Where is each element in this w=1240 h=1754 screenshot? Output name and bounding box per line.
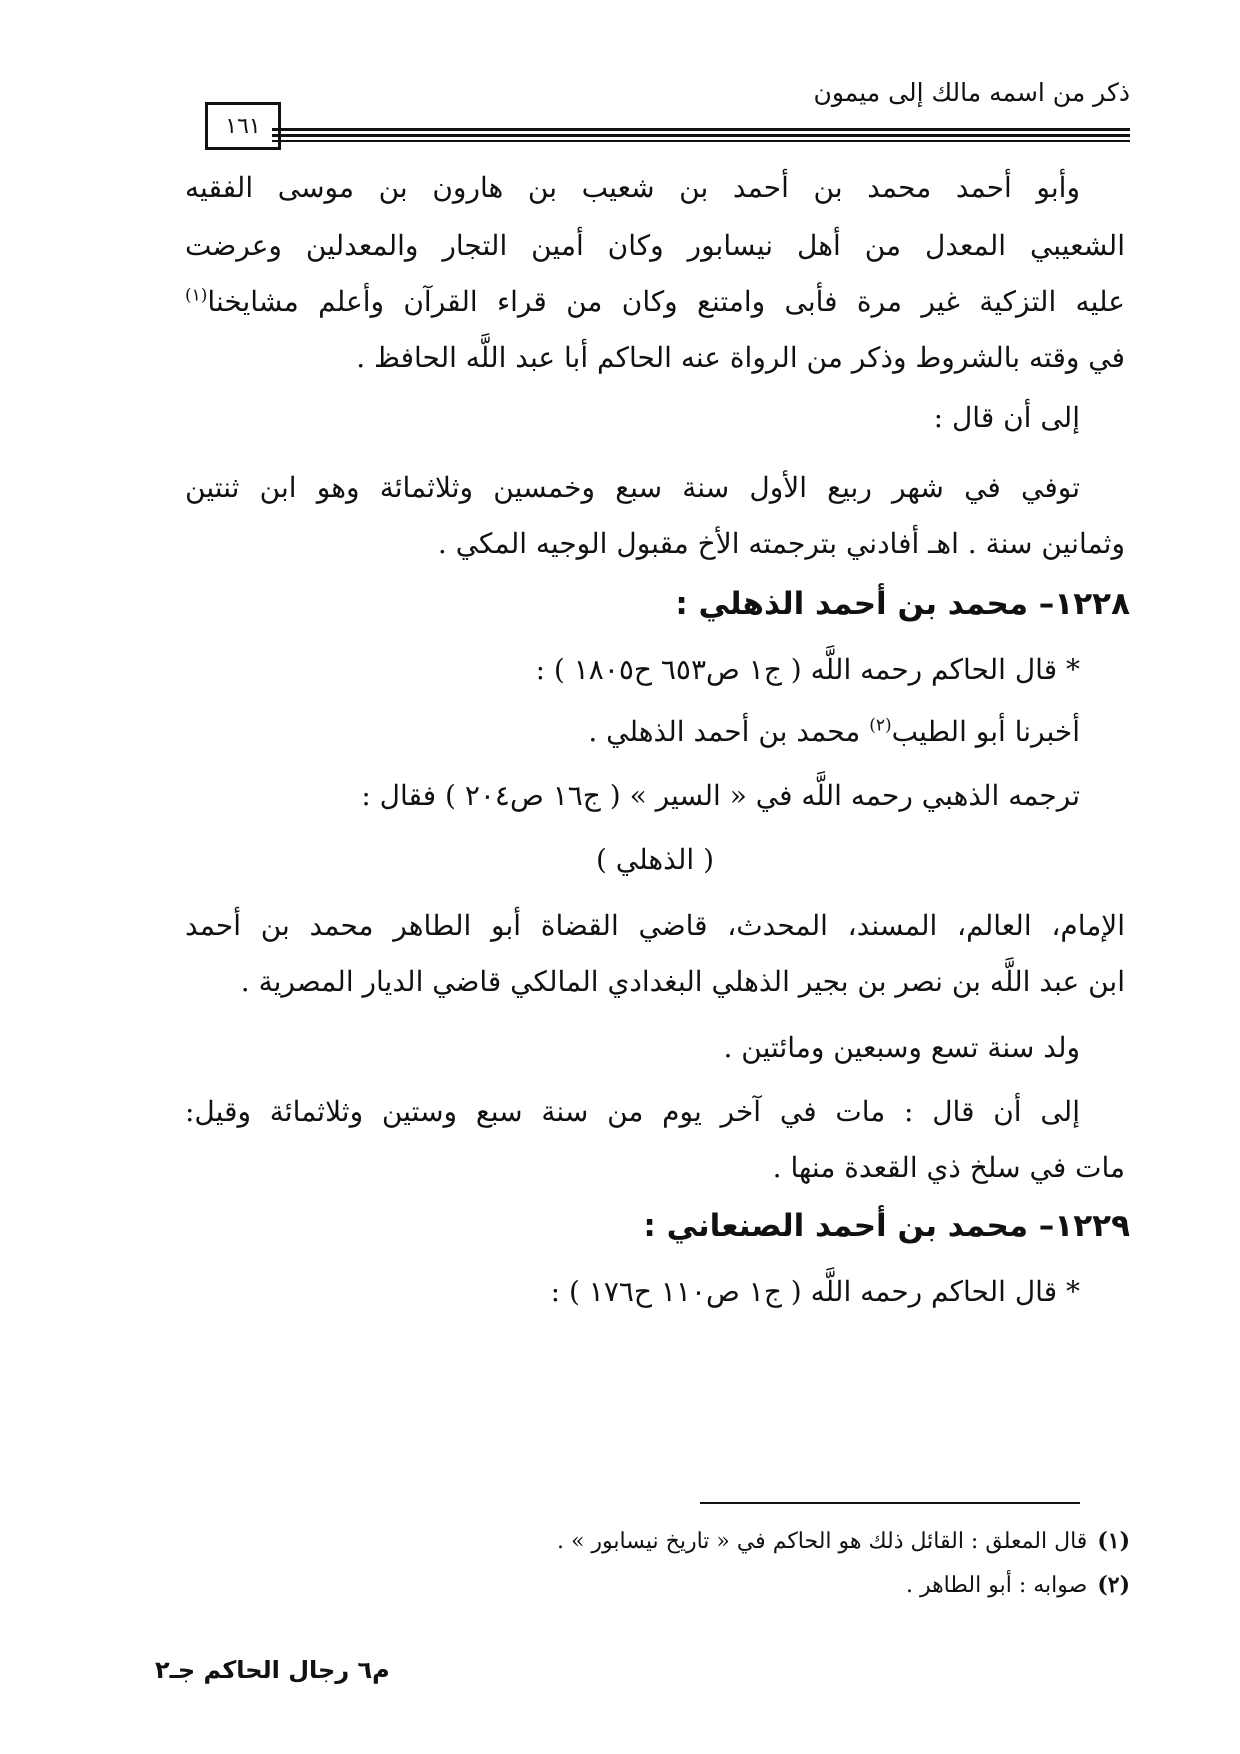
footnote bbox=[557, 1526, 1130, 1557]
footnote-number: (١) bbox=[1097, 1528, 1130, 1554]
header-rule bbox=[272, 134, 1130, 137]
entry-heading: ١٢٢٩– محمد بن أحمد الصنعاني : bbox=[643, 1208, 1130, 1244]
header-rule bbox=[272, 128, 1130, 131]
footnote-ref: (١) bbox=[185, 285, 208, 306]
body-line-text: عليه التزكية غير مرة فأبى وامتنع وكان من قراء القرآن وأعلم مشايخنا bbox=[207, 285, 1125, 318]
footnote-number: (٢) bbox=[1097, 1572, 1130, 1598]
footnote bbox=[906, 1570, 1130, 1601]
footnote-text: صوابه : أبو الطاهر . bbox=[905, 1573, 1088, 1598]
body-line: ابن عبد اللَّه بن نصر بن بجير الذهلي البغدادي المالكي قاضي الديار المصرية . bbox=[240, 965, 1125, 998]
entry-heading: ١٢٢٨– محمد بن أحمد الذهلي : bbox=[675, 586, 1130, 622]
body-line: توفي في شهر ربيع الأول سنة سبع وخمسين وثلاثمائة وهو ابن ثنتين bbox=[185, 471, 1080, 504]
body-line bbox=[185, 282, 1125, 322]
page-number: ١٦١ bbox=[205, 102, 281, 150]
body-line: الإمام، العالم، المسند، المحدث، قاضي القضاة أبو الطاهر محمد بن أحمد bbox=[185, 909, 1125, 942]
footnote-rule bbox=[700, 1502, 1080, 1504]
footnote-text: قال المعلق : القائل ذلك هو الحاكم في « تاريخ نيسابور » . bbox=[556, 1529, 1088, 1554]
body-line: وأبو أحمد محمد بن أحمد بن شعيب بن هارون بن موسى الفقيه bbox=[185, 171, 1080, 204]
body-line: الشعيبي المعدل من أهل نيسابور وكان أمين التجار والمعدلين وعرضت bbox=[185, 229, 1125, 262]
hakim-citation: * قال الحاكم رحمه اللَّه ( ج١ ص٦٥٣ ح١٨٠٥ ) : bbox=[535, 653, 1080, 686]
body-line bbox=[185, 712, 1125, 752]
body-line: في وقته بالشروط وذكر من الرواة عنه الحاكم أبا عبد اللَّه الحافظ . bbox=[356, 341, 1125, 374]
signature-mark: م٦ رجال الحاكم جـ٢ bbox=[155, 1656, 390, 1684]
running-title: ذكر من اسمه مالك إلى ميمون bbox=[813, 78, 1130, 107]
body-line-text: محمد بن أحمد الذهلي . bbox=[588, 715, 870, 748]
subtitle: ( الذهلي ) bbox=[595, 843, 715, 876]
body-line: وثمانين سنة . اهـ أفادني بترجمته الأخ مقبول الوجيه المكي . bbox=[437, 527, 1125, 560]
dhahabi-citation: ترجمه الذهبي رحمه اللَّه في « السير » ( ج١٦ ص٢٠٤ ) فقال : bbox=[361, 779, 1080, 812]
body-line-text: أخبرنا أبو الطيب bbox=[891, 715, 1080, 748]
footnote-ref: (٢) bbox=[869, 715, 892, 736]
body-line: إلى أن قال : bbox=[933, 401, 1080, 434]
hakim-citation: * قال الحاكم رحمه اللَّه ( ج١ ص١١٠ ح١٧٦ ) : bbox=[550, 1275, 1080, 1308]
body-line: مات في سلخ ذي القعدة منها . bbox=[772, 1151, 1125, 1184]
body-line: إلى أن قال : مات في آخر يوم من سنة سبع وستين وثلاثمائة وقيل: bbox=[185, 1095, 1080, 1128]
body-line: ولد سنة تسع وسبعين ومائتين . bbox=[723, 1031, 1080, 1064]
header-rule bbox=[272, 140, 1130, 142]
